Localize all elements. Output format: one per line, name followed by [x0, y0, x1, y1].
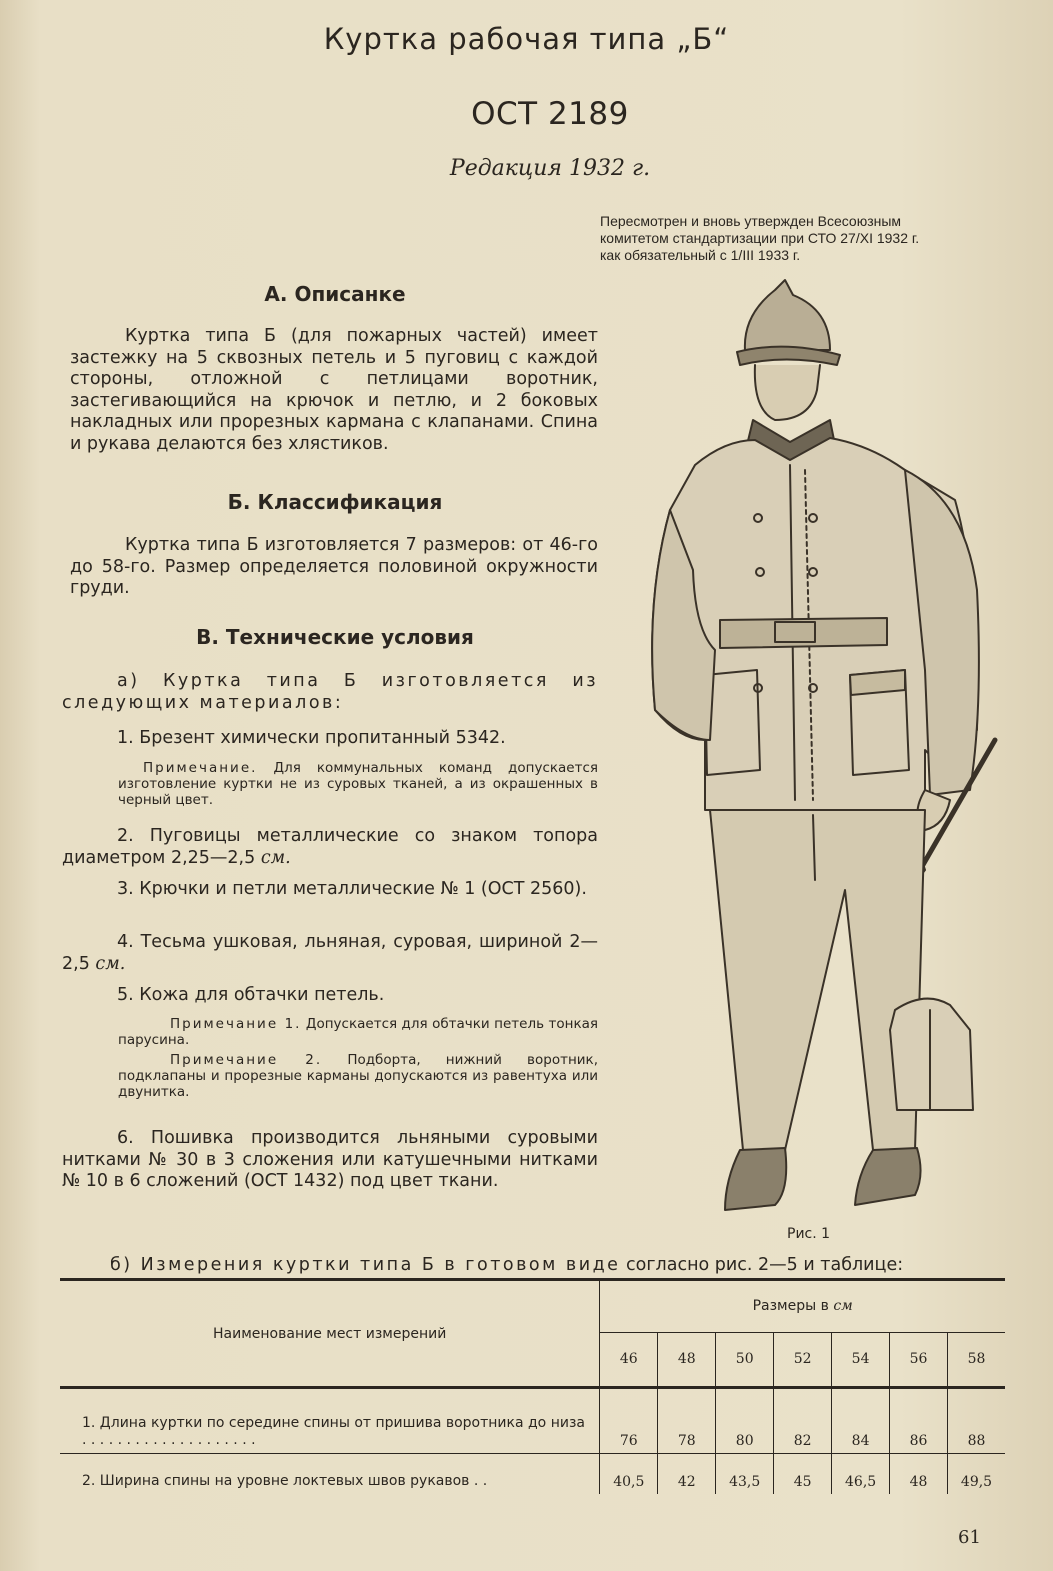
section-heading-b: Б. Классификация	[227, 490, 443, 514]
material-note-2	[118, 1052, 598, 1100]
section-a-text: Куртка типа Б (для пожарных частей) имеет застежку на 5 сквозных петель и 5 пуговиц с каждой стороны, отложной с петлицами воротник, застегивающийся на крючок и петлю, и 2 боковых накладных или прорезных кармана с клапанами. Спина и рукава делаются без хлястиков.	[70, 326, 598, 454]
item-4-unit: см.	[95, 953, 126, 974]
material-note-1	[118, 1016, 598, 1048]
sizes-column-header	[600, 1280, 1005, 1333]
size-header: 54	[832, 1332, 890, 1387]
note-text: Для коммунальных команд допускается изготовление куртки не из суровых тканей, а из окрашенных в черный цвет.	[118, 760, 599, 808]
size-header: 46	[600, 1332, 658, 1387]
page-number: 61	[958, 1527, 981, 1548]
note-1-label: Примечание 1.	[170, 1016, 302, 1032]
approval-line: комитетом стандартизации при СТО 27/XI 1932 г.	[600, 230, 920, 246]
row-value: 40,5	[600, 1454, 658, 1495]
row-value: 82	[774, 1388, 832, 1454]
section-heading-c: В. Технические условия	[196, 625, 474, 649]
size-header: 52	[774, 1332, 832, 1387]
section-heading-a: А. Описанке	[264, 282, 406, 306]
row-value: 88	[948, 1388, 1006, 1454]
sizes-header-label: Размеры в	[752, 1298, 829, 1315]
figure-caption: Рис. 1	[787, 1226, 831, 1242]
row-value: 78	[658, 1388, 716, 1454]
note-2-text: Подборта, нижний воротник, подклапаны и прорезные карманы допускаются из равентуха или двунитка.	[118, 1052, 599, 1100]
item-4-text: 4. Тесьма ушковая, льняная, суровая, шириной 2—2,5	[62, 932, 598, 974]
size-header: 50	[716, 1332, 774, 1387]
material-item-5: 5. Кожа для обтачки петель.	[117, 985, 385, 1005]
row-name: 2. Ширина спины на уровне локтевых швов рукавов . .	[60, 1454, 600, 1495]
section-b-text: Куртка типа Б изготовляется 7 размеров: от 46-го до 58-го. Размер определяется половиной окружности груди.	[70, 535, 598, 598]
table-intro-spaced: б) Измерения куртки типа Б в готовом виде	[110, 1255, 621, 1275]
item-2-unit: см.	[260, 847, 291, 868]
row-value: 43,5	[716, 1454, 774, 1495]
row-value: 49,5	[948, 1454, 1006, 1495]
measurements-table	[60, 1278, 1005, 1494]
size-header: 56	[890, 1332, 948, 1387]
size-header: 58	[948, 1332, 1006, 1387]
name-column-header: Наименование мест измерений	[60, 1280, 600, 1388]
table-intro	[110, 1255, 1010, 1275]
material-item-1: 1. Брезент химически пропитанный 5342.	[117, 728, 506, 748]
materials-intro: а) Куртка типа Б изготовляется из следующих материалов:	[62, 671, 598, 713]
row-value: 46,5	[832, 1454, 890, 1495]
material-item-3: 3. Крючки и петли металлические № 1 (ОСТ 2560).	[117, 879, 587, 899]
material-item-4	[62, 932, 598, 975]
note-2-label: Примечание 2.	[170, 1052, 323, 1068]
item-2-text: 2. Пуговицы металлические со знаком топора диаметром 2,25—2,5	[62, 826, 598, 868]
note-1-text: Допускается для обтачки петель тонкая парусина.	[118, 1016, 598, 1048]
standard-number: ОСТ 2189	[471, 96, 629, 132]
table-row	[60, 1454, 1005, 1495]
firefighter-illustration	[625, 270, 1035, 1230]
row-value: 76	[600, 1388, 658, 1454]
table-row	[60, 1388, 1005, 1454]
row-value: 80	[716, 1388, 774, 1454]
approval-line: Пересмотрен и вновь утвержден Всесоюзным	[600, 213, 902, 229]
row-value: 84	[832, 1388, 890, 1454]
material-note	[118, 760, 598, 808]
material-item-6: 6. Пошивка производится льняными суровыми нитками № 30 в 3 сложения или катушечными нитками № 10 в 6 сложений (ОСТ 1432) под цвет ткани.	[62, 1128, 598, 1191]
edition-line: Редакция 1932 г.	[449, 156, 651, 181]
note-label: Примечание.	[143, 760, 258, 776]
row-value: 42	[658, 1454, 716, 1495]
document-title: Куртка рабочая типа „Б“	[323, 22, 730, 56]
table-intro-rest: согласно рис. 2—5 и таблице:	[626, 1255, 904, 1275]
material-item-2	[62, 826, 598, 869]
row-value: 45	[774, 1454, 832, 1495]
size-header: 48	[658, 1332, 716, 1387]
sizes-header-unit: см	[833, 1298, 853, 1315]
row-name: 1. Длина куртки по середине спины от пришива воротника до низа . . . . . . . . . . . . . . . . . . . .	[60, 1388, 600, 1454]
row-value: 86	[890, 1388, 948, 1454]
approval-line: как обязательный с 1/III 1933 г.	[600, 247, 801, 263]
row-value: 48	[890, 1454, 948, 1495]
table-header-row	[60, 1280, 1005, 1333]
approval-note	[600, 213, 1030, 264]
